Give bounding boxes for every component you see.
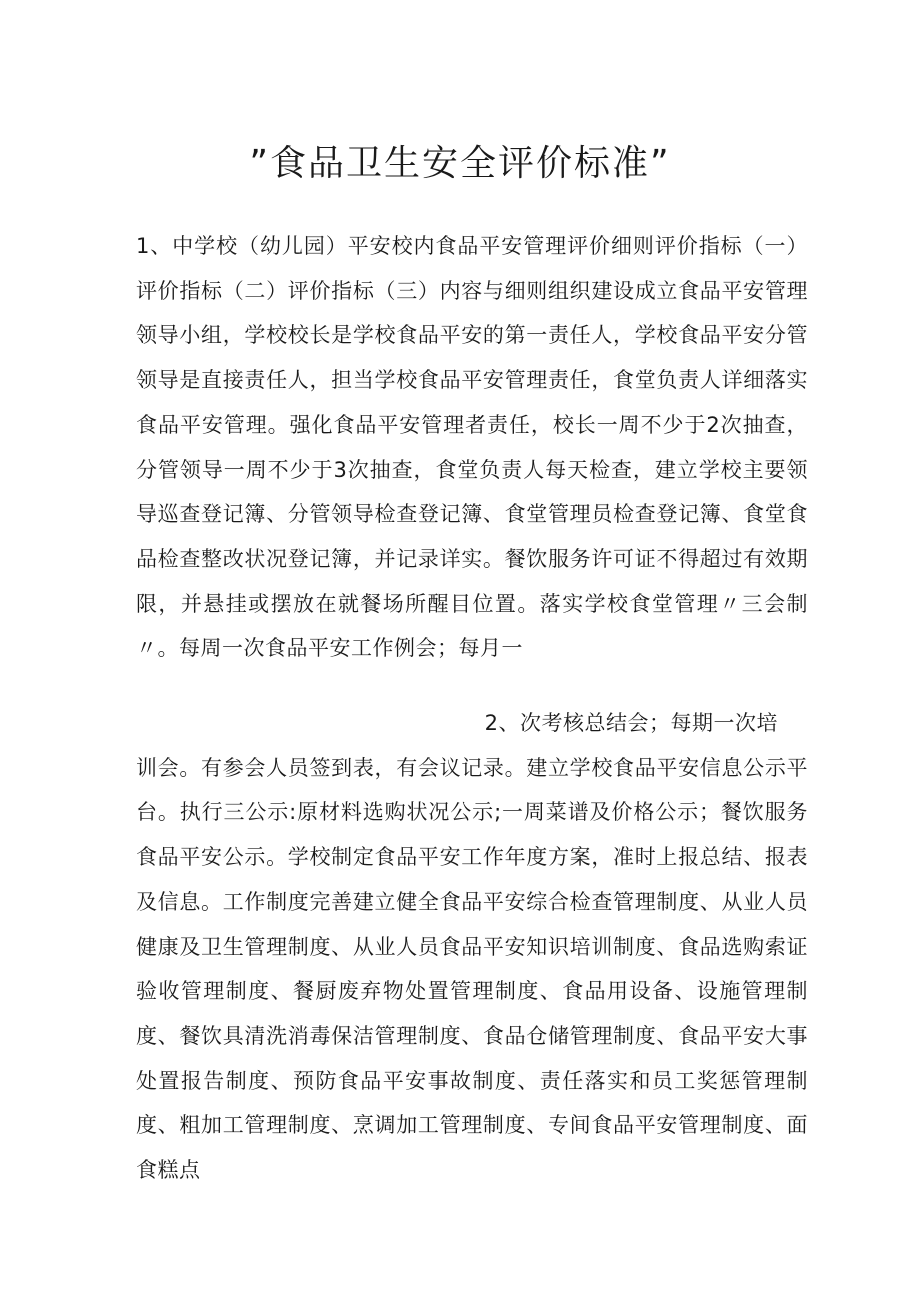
paragraph-2 [136, 701, 808, 1193]
document-title: ”食品卫生安全评价标准” [249, 143, 671, 184]
paragraph-1: 1、中学校（幼儿园）平安校内食品平安管理评价细则评价指标（一）评价指标（二）评价指标（三）内容与细则组织建设成立食品平安管理领导小组，学校校长是学校食品平安的第一责任人，学校食品平安分管领导是直接责任人，担当学校食品平安管理责任，食堂负责人详细落实食品平安管理。强化食品平安管理者责任，校长一周不少于2次抽查，分管领导一周不少于3次抽查，食堂负责人每天检查，建立学校主要领导巡查登记簿、分管领导检查登记簿、食堂管理员检查登记簿、食堂食品检查整改状况登记簿，并记录详实。餐饮服务许可证不得超过有效期限，并悬挂或摆放在就餐场所醒目位置。落实学校食堂管理〃三会制〃。每周一次食品平安工作例会；每月一 [136, 234, 808, 661]
paragraph-2-lead: 2、次考核总结会；每期一次培 [484, 711, 778, 735]
paragraph-2-body: 训会。有参会人员签到表，有会议记录。建立学校食品平安信息公示平台。执行三公示:原材料选购状况公示;一周菜谱及价格公示；餐饮服务食品平安公示。学校制定食品平安工作年度方案，准时上报总结、报表及信息。工作制度完善建立健全食品平安综合检查管理制度、从业人员健康及卫生管理制度、从业人员食品平安知识培训制度、食品选购索证验收管理制度、餐厨废弃物处置管理制度、食品用设备、设施管理制度、餐饮具清洗消毒保洁管理制度、食品仓储管理制度、食品平安大事处置报告制度、预防食品平安事故制度、责任落实和员工奖惩管理制度、粗加工管理制度、烹调加工管理制度、专间食品平安管理制度、面食糕点 [136, 755, 808, 1183]
